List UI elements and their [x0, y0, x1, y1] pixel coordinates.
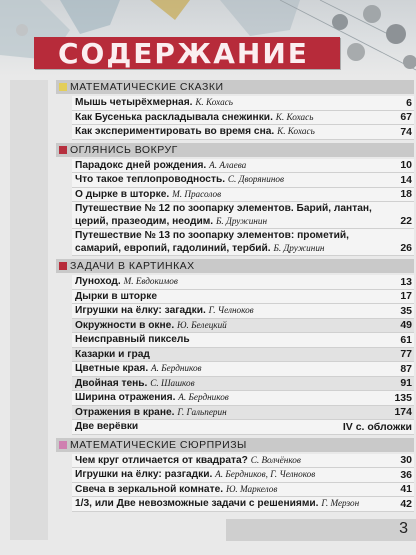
- entry-page: 30: [400, 454, 412, 466]
- toc-entry: [72, 173, 414, 188]
- section-header: [56, 143, 414, 157]
- section-header: [56, 80, 414, 94]
- entry-page: 67: [400, 111, 412, 123]
- section-title: МАТЕМАТИЧЕСКИЕ СЮРПРИЗЫ: [70, 438, 247, 451]
- entry-title: Путешествие № 12 по зоопарку элементов. Барий, лантан, церий, празеодим, неодим.: [75, 203, 372, 227]
- entry-page: 18: [400, 188, 412, 200]
- entry-author: К. Кохась: [277, 126, 315, 136]
- entry-title: Двойная тень.: [75, 377, 148, 389]
- toc-entry: [72, 319, 414, 334]
- entry-author: А. Бердников, Г. Челноков: [215, 469, 316, 479]
- entry-page: 13: [400, 275, 412, 288]
- page-number-box: [226, 519, 416, 541]
- section-marker-icon: [59, 146, 67, 154]
- toc-entry: [72, 125, 414, 140]
- section-title: ЗАДАЧИ В КАРТИНКАХ: [70, 260, 195, 272]
- section-title: МАТЕМАТИЧЕСКИЕ СКАЗКИ: [70, 81, 224, 93]
- toc-entry: [72, 420, 414, 435]
- entry-title: Цветные края.: [75, 363, 149, 374]
- entry-title: Путешествие № 13 по зоопарку элементов: прометий, самарий, европий, гадолиний, тербий.: [75, 230, 349, 254]
- entry-title: Неисправный пиксель: [75, 334, 190, 345]
- section-header: [56, 438, 414, 452]
- entry-page: 77: [400, 348, 412, 360]
- entry-title: Что такое теплопроводность.: [75, 174, 226, 185]
- page-title: СОДЕРЖАНИЕ: [58, 37, 309, 70]
- toc-entry: [72, 362, 414, 377]
- entry-author: Б. Дружинин: [273, 243, 325, 253]
- entry-page: 49: [400, 319, 412, 331]
- entry-author: К. Кохась: [275, 111, 314, 122]
- entry-author: А. Бердников: [151, 363, 202, 373]
- entry-title: Свеча в зеркальной комнате.: [75, 483, 224, 495]
- entry-author: С. Шашков: [150, 377, 195, 388]
- entry-title: О дырке в шторке.: [75, 188, 170, 200]
- toc-entry: [72, 111, 414, 126]
- toc-entry: [72, 454, 414, 469]
- entry-author: А. Алаева: [209, 159, 247, 170]
- table-of-contents: [56, 80, 414, 512]
- toc-entry: [72, 377, 414, 392]
- entry-title: Игрушки на ёлку: разгадки.: [75, 469, 213, 480]
- entry-title: Парадокс дней рождения.: [75, 159, 207, 171]
- toc-entry: [72, 229, 414, 256]
- entry-author: С. Дворянинов: [227, 174, 284, 184]
- toc-entry: [72, 202, 414, 229]
- section-marker-icon: [59, 441, 67, 449]
- entry-title: Отражения в кране.: [75, 406, 175, 418]
- toc-entry: [72, 333, 414, 348]
- entry-author: К. Кохась: [195, 97, 233, 107]
- left-margin-strip: [10, 80, 48, 540]
- entry-title: Казарки и град: [75, 348, 150, 360]
- entry-title: Игрушки на ёлку: загадки.: [75, 305, 206, 316]
- entry-page: 87: [400, 362, 412, 375]
- section-marker-icon: [59, 83, 67, 91]
- entry-page: 22: [400, 215, 412, 227]
- entry-title: Как экспериментировать во время сна.: [75, 126, 275, 137]
- entry-page: 10: [400, 159, 412, 171]
- toc-entry: [72, 159, 414, 174]
- entry-page: 61: [400, 333, 412, 346]
- entry-page: 35: [400, 304, 412, 317]
- entry-title: Две верёвки: [75, 421, 139, 432]
- entry-page: 26: [400, 242, 412, 254]
- toc-entry: [72, 275, 414, 290]
- entry-title: Ширина отражения.: [75, 392, 176, 403]
- entry-author: Б. Дружинин: [215, 216, 267, 226]
- page-number: 3: [399, 520, 408, 537]
- toc-entry: [72, 348, 414, 363]
- entry-page: 91: [400, 377, 412, 389]
- entry-author: Г. Мерзон: [321, 498, 360, 508]
- entry-author: М. Прасолов: [172, 188, 222, 199]
- entry-title: Дырки в шторке: [75, 290, 158, 302]
- toc-entry: [72, 304, 414, 319]
- entry-page: 36: [400, 468, 412, 481]
- toc-entry: [72, 497, 414, 512]
- toc-entry: [72, 188, 414, 203]
- toc-entry: [72, 406, 414, 421]
- entry-title: Чем круг отличается от квадрата?: [75, 454, 248, 466]
- entry-title: 1/3, или Две невозможные задачи с решениями.: [75, 498, 319, 509]
- entry-page: 135: [394, 391, 412, 404]
- entry-page: 42: [400, 497, 412, 510]
- entry-page: 74: [400, 125, 412, 138]
- entry-author: А. Бердников: [178, 392, 229, 402]
- entry-page: 14: [400, 173, 412, 186]
- entry-author: Ю. Маркелов: [225, 483, 278, 494]
- entry-author: М. Евдокимов: [123, 276, 178, 286]
- toc-entry: [72, 483, 414, 498]
- section-marker-icon: [59, 262, 67, 270]
- entry-author: С. Волчёнков: [250, 454, 301, 465]
- entry-title: Мышь четырёхмерная.: [75, 97, 193, 108]
- entry-title: Окружности в окне.: [75, 319, 175, 331]
- section-title: ОГЛЯНИСЬ ВОКРУГ: [70, 143, 178, 156]
- entry-title: Луноход.: [75, 276, 121, 287]
- entry-page: 41: [400, 483, 412, 495]
- entry-page: 174: [394, 406, 412, 418]
- entry-page: 17: [400, 290, 412, 302]
- entry-author: Г. Гальперин: [177, 406, 227, 417]
- entry-page: 6: [406, 96, 412, 109]
- toc-entry: [72, 468, 414, 483]
- toc-entry: [72, 391, 414, 406]
- entry-title: Как Бусенька раскладывала снежинки.: [75, 111, 273, 123]
- toc-entry: [72, 96, 414, 111]
- toc-entry: [72, 290, 414, 305]
- entry-author: Г. Челноков: [208, 305, 254, 315]
- section-header: [56, 259, 414, 273]
- entry-page: IV с. обложки: [342, 420, 412, 433]
- entry-author: Ю. Белецкий: [177, 319, 227, 330]
